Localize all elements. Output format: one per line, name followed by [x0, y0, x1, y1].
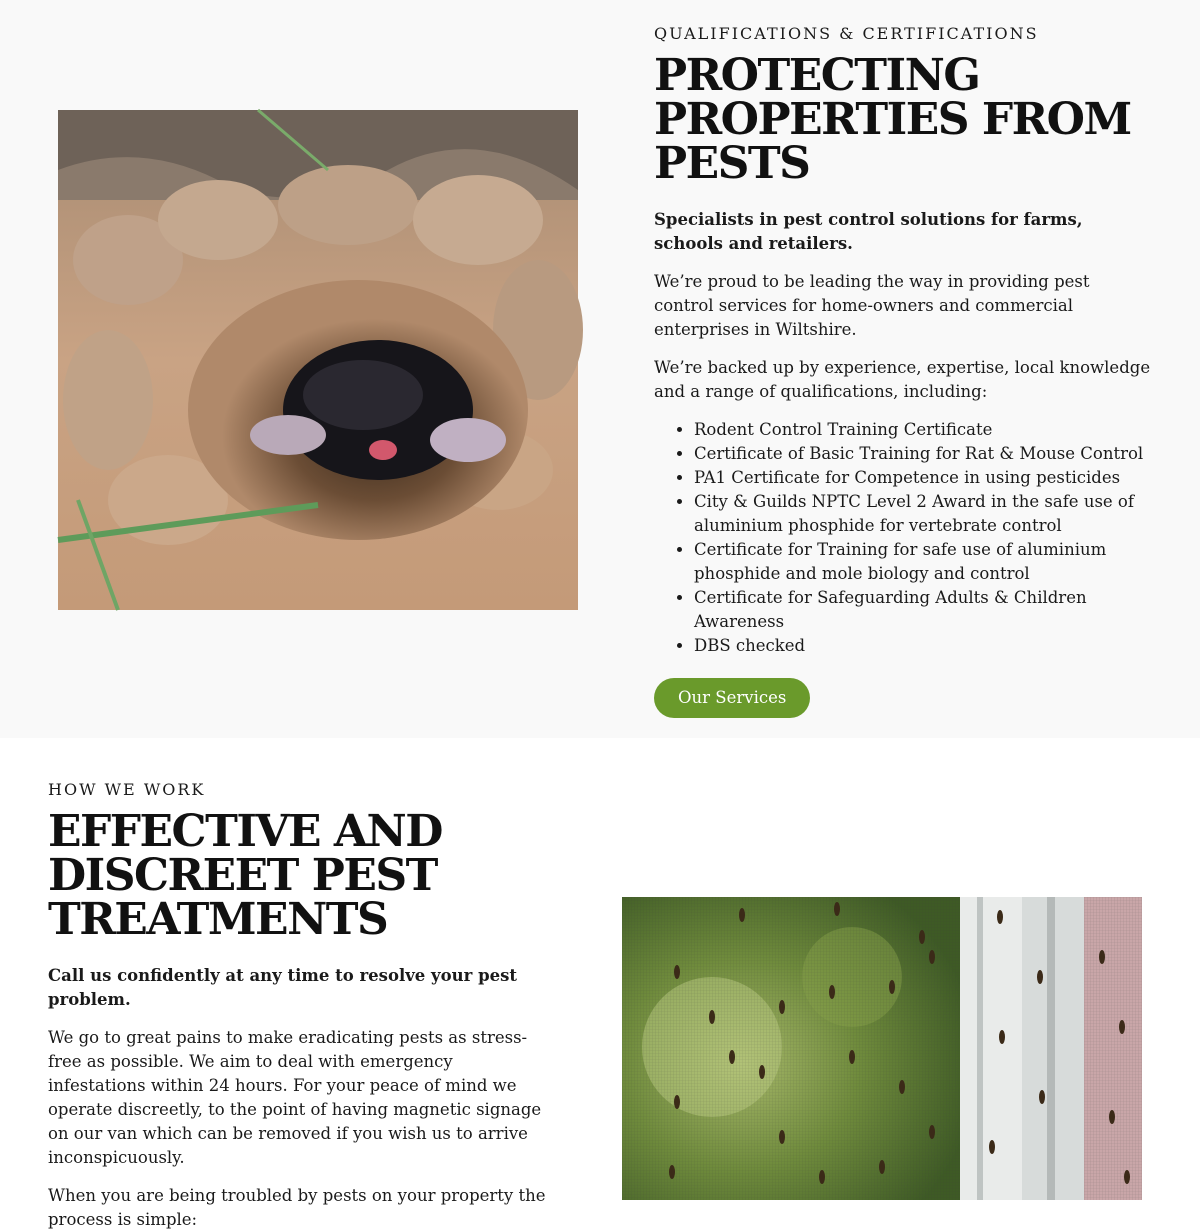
intro-paragraph: We’re proud to be leading the way in providing pest control services for home-owners and commercial enterprises in Wiltshire. [654, 272, 1090, 339]
section-lead: Specialists in pest control solutions for farms, schools and retailers. [654, 210, 1083, 253]
our-services-button[interactable]: Our Services [654, 678, 810, 718]
section-eyebrow: QUALIFICATIONS & CERTIFICATIONS [654, 24, 1039, 43]
qualification-item: • Certificate of Basic Training for Rat & Mouse Control [694, 442, 1154, 466]
process-paragraph: We go to great pains to make eradicating pests as stress-free as possible. We aim to deal with emergency infestations within 24 hours. For your peace of mind we operate discreetly, to the point of having magnetic signage on our van which can be removed if you wish us to arrive inconspicuously. [48, 1028, 542, 1167]
simple-process-paragraph: When you are being troubled by pests on your property the process is simple: [48, 1186, 546, 1229]
mole-photo [58, 110, 578, 610]
section-heading: EFFECTIVE AND DISCREET PEST TREATMENTS [48, 806, 442, 945]
section-lead: Call us confidently at any time to resolve your pest problem. [48, 966, 518, 1009]
qualification-item: • DBS checked [694, 634, 1154, 658]
qualification-item: • PA1 Certificate for Competence in using pesticides [694, 466, 1154, 490]
qualifications-content [654, 22, 1154, 718]
qualification-item: • Certificate for Safeguarding Adults & Children Awareness [694, 586, 1154, 634]
how-we-work-content [48, 778, 548, 1232]
section-heading: PROTECTING PROPERTIES FROM PESTS [654, 50, 1131, 189]
insects-on-screen-photo [622, 897, 1142, 1200]
backed-up-paragraph: We’re backed up by experience, expertise, local knowledge and a range of qualifications, including: [654, 358, 1151, 401]
qualifications-list [654, 418, 1154, 658]
qualification-item: • City & Guilds NPTC Level 2 Award in the safe use of aluminium phosphide for vertebrate control [694, 490, 1154, 538]
section-eyebrow: HOW WE WORK [48, 780, 206, 799]
qualification-item: • Rodent Control Training Certificate [694, 418, 1154, 442]
qualification-item: • Certificate for Training for safe use of aluminium phosphide and mole biology and control [694, 538, 1154, 586]
